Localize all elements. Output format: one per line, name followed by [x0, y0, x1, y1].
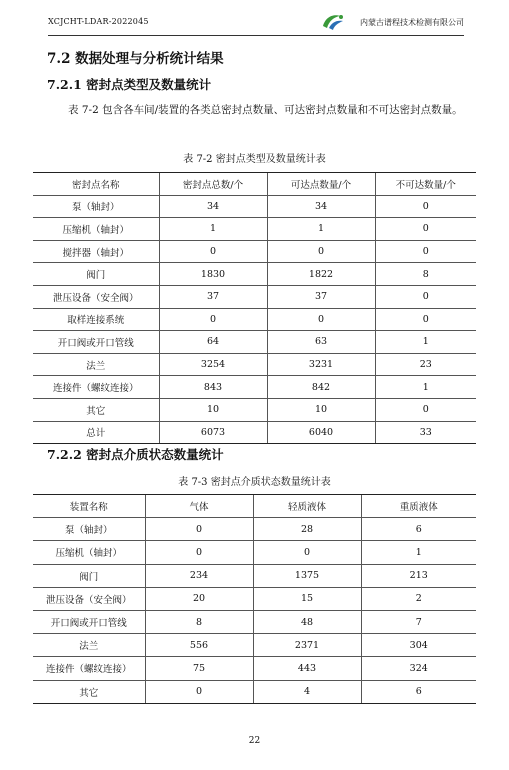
- section-title: 7.2 数据处理与分析统计结果: [47, 51, 224, 67]
- table-cell: 1: [361, 541, 476, 564]
- table-cell: 开口阀或开口管线: [33, 610, 145, 633]
- table-cell: 34: [267, 195, 375, 218]
- table-cell: 法兰: [33, 634, 145, 657]
- table-header-row: [33, 495, 476, 518]
- table-cell: 10: [159, 398, 267, 421]
- table-cell: 843: [159, 376, 267, 399]
- table-row: [33, 541, 476, 564]
- table-cell: 556: [145, 634, 253, 657]
- column-header: 可达点数量/个: [267, 173, 375, 196]
- table-7-2-caption: 表 7-2 密封点类型及数量统计表: [183, 154, 326, 165]
- table-row: [33, 218, 476, 241]
- table-cell: 1375: [253, 564, 361, 587]
- table-cell: 6040: [267, 421, 375, 444]
- table-cell: 2: [361, 587, 476, 610]
- table-cell: 443: [253, 657, 361, 680]
- table-cell: 1: [375, 376, 476, 399]
- table-row: [33, 518, 476, 541]
- table-cell: 0: [159, 308, 267, 331]
- table-row: [33, 634, 476, 657]
- table-row: [33, 195, 476, 218]
- table-cell: 0: [145, 541, 253, 564]
- table-row: [33, 680, 476, 703]
- table-cell: 0: [253, 541, 361, 564]
- table-cell: 33: [375, 421, 476, 444]
- table-cell: 泵（轴封）: [33, 195, 159, 218]
- table-cell: 63: [267, 331, 375, 354]
- table-cell: 34: [159, 195, 267, 218]
- page-number: 22: [248, 736, 261, 746]
- column-header: 密封点总数/个: [159, 173, 267, 196]
- table-cell: 304: [361, 634, 476, 657]
- table-cell: 其它: [33, 680, 145, 703]
- table-cell: 阀门: [33, 263, 159, 286]
- table-cell: 842: [267, 376, 375, 399]
- table-cell: 324: [361, 657, 476, 680]
- table-cell: 0: [375, 218, 476, 241]
- table-row: [33, 353, 476, 376]
- table-cell: 64: [159, 331, 267, 354]
- table-row: [33, 421, 476, 444]
- table-row: [33, 331, 476, 354]
- table-header-row: [33, 173, 476, 196]
- table-row: [33, 285, 476, 308]
- table-cell: 泄压设备（安全阀）: [33, 587, 145, 610]
- table-cell: 4: [253, 680, 361, 703]
- table-cell: 压缩机（轴封）: [33, 218, 159, 241]
- table-cell: 法兰: [33, 353, 159, 376]
- table-cell: 234: [145, 564, 253, 587]
- subsection-title-7-2-1: 7.2.1 密封点类型及数量统计: [47, 77, 212, 92]
- table-cell: 1822: [267, 263, 375, 286]
- table-cell: 其它: [33, 398, 159, 421]
- table-cell: 28: [253, 518, 361, 541]
- table-cell: 37: [159, 285, 267, 308]
- table-row: [33, 308, 476, 331]
- column-header: 密封点名称: [33, 173, 159, 196]
- table-7-3-caption: 表 7-3 密封点介质状态数量统计表: [178, 477, 331, 488]
- table-row: [33, 263, 476, 286]
- table-cell: 48: [253, 610, 361, 633]
- table-cell: 取样连接系统: [33, 308, 159, 331]
- table-cell: 15: [253, 587, 361, 610]
- column-header: 装置名称: [33, 495, 145, 518]
- table-cell: 0: [375, 285, 476, 308]
- table-cell: 0: [267, 240, 375, 263]
- table-cell: 1: [159, 218, 267, 241]
- table-cell: 10: [267, 398, 375, 421]
- table-cell: 7: [361, 610, 476, 633]
- table-cell: 6073: [159, 421, 267, 444]
- column-header: 轻质液体: [253, 495, 361, 518]
- table-cell: 8: [375, 263, 476, 286]
- company-logo-icon: [320, 12, 346, 32]
- header-divider: [48, 35, 464, 36]
- table-row: [33, 376, 476, 399]
- table-cell: 连接件（螺纹连接）: [33, 657, 145, 680]
- table-cell: 20: [145, 587, 253, 610]
- table-cell: 0: [267, 308, 375, 331]
- table-cell: 213: [361, 564, 476, 587]
- table-row: [33, 398, 476, 421]
- company-name: 内蒙古谱程技术检测有限公司: [360, 18, 464, 27]
- table-cell: 1830: [159, 263, 267, 286]
- seal-point-type-table: [33, 172, 476, 444]
- table-cell: 0: [375, 195, 476, 218]
- table-cell: 泵（轴封）: [33, 518, 145, 541]
- table-cell: 泄压设备（安全阀）: [33, 285, 159, 308]
- table-cell: 6: [361, 518, 476, 541]
- table-cell: 1: [267, 218, 375, 241]
- column-header: 不可达数量/个: [375, 173, 476, 196]
- table-cell: 0: [145, 518, 253, 541]
- medium-state-table: [33, 494, 476, 704]
- table-cell: 75: [145, 657, 253, 680]
- table-cell: 2371: [253, 634, 361, 657]
- table-cell: 3254: [159, 353, 267, 376]
- table-row: [33, 657, 476, 680]
- table-row: [33, 240, 476, 263]
- table-row: [33, 610, 476, 633]
- column-header: 重质液体: [361, 495, 476, 518]
- table-cell: 压缩机（轴封）: [33, 541, 145, 564]
- table-cell: 6: [361, 680, 476, 703]
- table-cell: 开口阀或开口管线: [33, 331, 159, 354]
- table-cell: 1: [375, 331, 476, 354]
- document-id: XCJCHT-LDAR-2022045: [48, 17, 149, 26]
- table-cell: 8: [145, 610, 253, 633]
- table-cell: 0: [375, 398, 476, 421]
- page-header: [48, 10, 464, 36]
- table-cell: 阀门: [33, 564, 145, 587]
- table-cell: 总计: [33, 421, 159, 444]
- table-cell: 0: [145, 680, 253, 703]
- table-cell: 搅拌器（轴封）: [33, 240, 159, 263]
- table-cell: 0: [375, 308, 476, 331]
- table-cell: 23: [375, 353, 476, 376]
- table-cell: 3231: [267, 353, 375, 376]
- table-cell: 连接件（螺纹连接）: [33, 376, 159, 399]
- table-row: [33, 564, 476, 587]
- table-cell: 0: [375, 240, 476, 263]
- body-paragraph: 表 7-2 包含各车间/装置的各类总密封点数量、可达密封点数量和不可达密封点数量。: [68, 104, 463, 116]
- table-cell: 37: [267, 285, 375, 308]
- column-header: 气体: [145, 495, 253, 518]
- subsection-title-7-2-2: 7.2.2 密封点介质状态数量统计: [47, 447, 224, 462]
- table-cell: 0: [159, 240, 267, 263]
- table-row: [33, 587, 476, 610]
